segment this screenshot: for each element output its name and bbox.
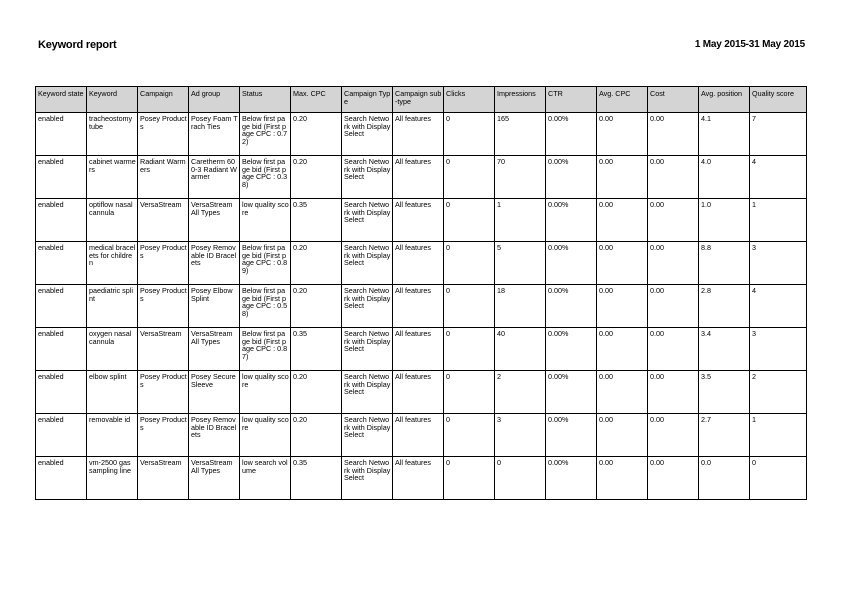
column-header-impressions: Impressions bbox=[495, 87, 546, 113]
keyword-cell: paediatric splint bbox=[87, 285, 138, 328]
avg-cpc-cell: 0.00 bbox=[597, 371, 648, 414]
clicks-cell: 0 bbox=[444, 113, 495, 156]
campaign-sub-type-cell: All features bbox=[393, 285, 444, 328]
campaign-sub-type-cell: All features bbox=[393, 199, 444, 242]
avg-cpc-cell: 0.00 bbox=[597, 199, 648, 242]
clicks-cell: 0 bbox=[444, 414, 495, 457]
ctr-cell: 0.00% bbox=[546, 371, 597, 414]
keyword-state-cell: enabled bbox=[36, 414, 87, 457]
quality-score-cell: 1 bbox=[750, 414, 807, 457]
campaign-cell: Radiant Warmers bbox=[138, 156, 189, 199]
avg-position-cell: 2.8 bbox=[699, 285, 750, 328]
report-date-range: 1 May 2015-31 May 2015 bbox=[694, 39, 805, 50]
max-cpc-cell: 0.20 bbox=[291, 414, 342, 457]
clicks-cell: 0 bbox=[444, 371, 495, 414]
impressions-cell: 40 bbox=[495, 328, 546, 371]
table-row bbox=[36, 242, 807, 285]
report-title: Keyword report bbox=[38, 39, 117, 51]
column-header-keyword-state: Keyword state bbox=[36, 87, 87, 113]
keyword-state-cell: enabled bbox=[36, 199, 87, 242]
cost-cell: 0.00 bbox=[648, 328, 699, 371]
table-row bbox=[36, 328, 807, 371]
keyword-state-cell: enabled bbox=[36, 371, 87, 414]
avg-position-cell: 8.8 bbox=[699, 242, 750, 285]
keyword-state-cell: enabled bbox=[36, 285, 87, 328]
avg-cpc-cell: 0.00 bbox=[597, 156, 648, 199]
status-cell: low quality score bbox=[240, 199, 291, 242]
column-header-ad-group: Ad group bbox=[189, 87, 240, 113]
clicks-cell: 0 bbox=[444, 328, 495, 371]
avg-cpc-cell: 0.00 bbox=[597, 457, 648, 500]
ctr-cell: 0.00% bbox=[546, 113, 597, 156]
max-cpc-cell: 0.20 bbox=[291, 285, 342, 328]
quality-score-cell: 2 bbox=[750, 371, 807, 414]
keyword-cell: elbow splint bbox=[87, 371, 138, 414]
column-header-campaign-type: Campaign Type bbox=[342, 87, 393, 113]
impressions-cell: 70 bbox=[495, 156, 546, 199]
ad-group-cell: VersaStream All Types bbox=[189, 199, 240, 242]
ctr-cell: 0.00% bbox=[546, 457, 597, 500]
table-row bbox=[36, 199, 807, 242]
column-header-cost: Cost bbox=[648, 87, 699, 113]
clicks-cell: 0 bbox=[444, 199, 495, 242]
campaign-type-cell: Search Network with Display Select bbox=[342, 328, 393, 371]
quality-score-cell: 4 bbox=[750, 156, 807, 199]
ad-group-cell: VersaStream All Types bbox=[189, 457, 240, 500]
campaign-type-cell: Search Network with Display Select bbox=[342, 156, 393, 199]
max-cpc-cell: 0.20 bbox=[291, 156, 342, 199]
column-header-keyword: Keyword bbox=[87, 87, 138, 113]
campaign-sub-type-cell: All features bbox=[393, 242, 444, 285]
campaign-sub-type-cell: All features bbox=[393, 113, 444, 156]
cost-cell: 0.00 bbox=[648, 199, 699, 242]
campaign-sub-type-cell: All features bbox=[393, 414, 444, 457]
column-header-max-cpc: Max. CPC bbox=[291, 87, 342, 113]
impressions-cell: 5 bbox=[495, 242, 546, 285]
avg-cpc-cell: 0.00 bbox=[597, 242, 648, 285]
cost-cell: 0.00 bbox=[648, 113, 699, 156]
table-row bbox=[36, 113, 807, 156]
clicks-cell: 0 bbox=[444, 242, 495, 285]
impressions-cell: 1 bbox=[495, 199, 546, 242]
campaign-type-cell: Search Network with Display Select bbox=[342, 113, 393, 156]
quality-score-cell: 1 bbox=[750, 199, 807, 242]
avg-position-cell: 3.5 bbox=[699, 371, 750, 414]
table-row bbox=[36, 414, 807, 457]
status-cell: Below first page bid (First page CPC : 0.72) bbox=[240, 113, 291, 156]
cost-cell: 0.00 bbox=[648, 285, 699, 328]
quality-score-cell: 3 bbox=[750, 242, 807, 285]
campaign-cell: VersaStream bbox=[138, 457, 189, 500]
column-header-avg-position: Avg. position bbox=[699, 87, 750, 113]
campaign-type-cell: Search Network with Display Select bbox=[342, 457, 393, 500]
cost-cell: 0.00 bbox=[648, 156, 699, 199]
quality-score-cell: 3 bbox=[750, 328, 807, 371]
keyword-state-cell: enabled bbox=[36, 242, 87, 285]
cost-cell: 0.00 bbox=[648, 457, 699, 500]
clicks-cell: 0 bbox=[444, 457, 495, 500]
status-cell: Below first page bid (First page CPC : 0.58) bbox=[240, 285, 291, 328]
ctr-cell: 0.00% bbox=[546, 199, 597, 242]
table-body bbox=[36, 113, 807, 500]
table-row bbox=[36, 457, 807, 500]
keyword-cell: medical bracelets for children bbox=[87, 242, 138, 285]
keyword-state-cell: enabled bbox=[36, 113, 87, 156]
column-header-campaign-sub-type: Campaign sub-type bbox=[393, 87, 444, 113]
avg-position-cell: 4.0 bbox=[699, 156, 750, 199]
ad-group-cell: Posey Removable ID Bracelets bbox=[189, 414, 240, 457]
max-cpc-cell: 0.20 bbox=[291, 113, 342, 156]
ad-group-cell: Posey Elbow Splint bbox=[189, 285, 240, 328]
quality-score-cell: 7 bbox=[750, 113, 807, 156]
quality-score-cell: 4 bbox=[750, 285, 807, 328]
campaign-cell: VersaStream bbox=[138, 199, 189, 242]
max-cpc-cell: 0.20 bbox=[291, 371, 342, 414]
ad-group-cell: Caretherm 600-3 Radiant Warmer bbox=[189, 156, 240, 199]
campaign-type-cell: Search Network with Display Select bbox=[342, 371, 393, 414]
ad-group-cell: Posey Removable ID Bracelets bbox=[189, 242, 240, 285]
campaign-cell: Posey Products bbox=[138, 414, 189, 457]
keyword-cell: tracheostomy tube bbox=[87, 113, 138, 156]
max-cpc-cell: 0.20 bbox=[291, 242, 342, 285]
max-cpc-cell: 0.35 bbox=[291, 199, 342, 242]
impressions-cell: 3 bbox=[495, 414, 546, 457]
clicks-cell: 0 bbox=[444, 156, 495, 199]
status-cell: low quality score bbox=[240, 414, 291, 457]
keyword-state-cell: enabled bbox=[36, 328, 87, 371]
campaign-sub-type-cell: All features bbox=[393, 371, 444, 414]
ctr-cell: 0.00% bbox=[546, 285, 597, 328]
keyword-cell: vm-2500 gas sampling line bbox=[87, 457, 138, 500]
table-row bbox=[36, 371, 807, 414]
table-header-row bbox=[36, 87, 807, 113]
status-cell: Below first page bid (First page CPC : 0.38) bbox=[240, 156, 291, 199]
avg-cpc-cell: 0.00 bbox=[597, 414, 648, 457]
impressions-cell: 165 bbox=[495, 113, 546, 156]
cost-cell: 0.00 bbox=[648, 371, 699, 414]
status-cell: low search volume bbox=[240, 457, 291, 500]
keyword-cell: optiflow nasal cannula bbox=[87, 199, 138, 242]
cost-cell: 0.00 bbox=[648, 414, 699, 457]
campaign-type-cell: Search Network with Display Select bbox=[342, 242, 393, 285]
cost-cell: 0.00 bbox=[648, 242, 699, 285]
campaign-type-cell: Search Network with Display Select bbox=[342, 199, 393, 242]
status-cell: Below first page bid (First page CPC : 0.89) bbox=[240, 242, 291, 285]
campaign-cell: Posey Products bbox=[138, 371, 189, 414]
impressions-cell: 18 bbox=[495, 285, 546, 328]
campaign-cell: Posey Products bbox=[138, 242, 189, 285]
column-header-avg-cpc: Avg. CPC bbox=[597, 87, 648, 113]
ctr-cell: 0.00% bbox=[546, 242, 597, 285]
max-cpc-cell: 0.35 bbox=[291, 457, 342, 500]
keyword-state-cell: enabled bbox=[36, 457, 87, 500]
campaign-sub-type-cell: All features bbox=[393, 328, 444, 371]
campaign-type-cell: Search Network with Display Select bbox=[342, 285, 393, 328]
avg-position-cell: 3.4 bbox=[699, 328, 750, 371]
avg-position-cell: 2.7 bbox=[699, 414, 750, 457]
status-cell: low quality score bbox=[240, 371, 291, 414]
keyword-state-cell: enabled bbox=[36, 156, 87, 199]
column-header-campaign: Campaign bbox=[138, 87, 189, 113]
campaign-type-cell: Search Network with Display Select bbox=[342, 414, 393, 457]
avg-cpc-cell: 0.00 bbox=[597, 328, 648, 371]
ad-group-cell: VersaStream All Types bbox=[189, 328, 240, 371]
column-header-quality-score: Quality score bbox=[750, 87, 807, 113]
ad-group-cell: Posey Foam Trach Ties bbox=[189, 113, 240, 156]
ad-group-cell: Posey SecureSleeve bbox=[189, 371, 240, 414]
campaign-sub-type-cell: All features bbox=[393, 457, 444, 500]
keyword-cell: cabinet warmers bbox=[87, 156, 138, 199]
table-row bbox=[36, 285, 807, 328]
campaign-cell: VersaStream bbox=[138, 328, 189, 371]
max-cpc-cell: 0.35 bbox=[291, 328, 342, 371]
avg-position-cell: 4.1 bbox=[699, 113, 750, 156]
avg-cpc-cell: 0.00 bbox=[597, 285, 648, 328]
table-row bbox=[36, 156, 807, 199]
impressions-cell: 0 bbox=[495, 457, 546, 500]
column-header-status: Status bbox=[240, 87, 291, 113]
ctr-cell: 0.00% bbox=[546, 328, 597, 371]
campaign-cell: Posey Products bbox=[138, 285, 189, 328]
campaign-cell: Posey Products bbox=[138, 113, 189, 156]
keyword-cell: oxygen nasal cannula bbox=[87, 328, 138, 371]
status-cell: Below first page bid (First page CPC : 0.87) bbox=[240, 328, 291, 371]
ctr-cell: 0.00% bbox=[546, 414, 597, 457]
keyword-cell: removable id bbox=[87, 414, 138, 457]
keyword-report-table bbox=[35, 86, 807, 500]
quality-score-cell: 0 bbox=[750, 457, 807, 500]
column-header-ctr: CTR bbox=[546, 87, 597, 113]
avg-cpc-cell: 0.00 bbox=[597, 113, 648, 156]
column-header-clicks: Clicks bbox=[444, 87, 495, 113]
avg-position-cell: 0.0 bbox=[699, 457, 750, 500]
impressions-cell: 2 bbox=[495, 371, 546, 414]
clicks-cell: 0 bbox=[444, 285, 495, 328]
campaign-sub-type-cell: All features bbox=[393, 156, 444, 199]
ctr-cell: 0.00% bbox=[546, 156, 597, 199]
avg-position-cell: 1.0 bbox=[699, 199, 750, 242]
